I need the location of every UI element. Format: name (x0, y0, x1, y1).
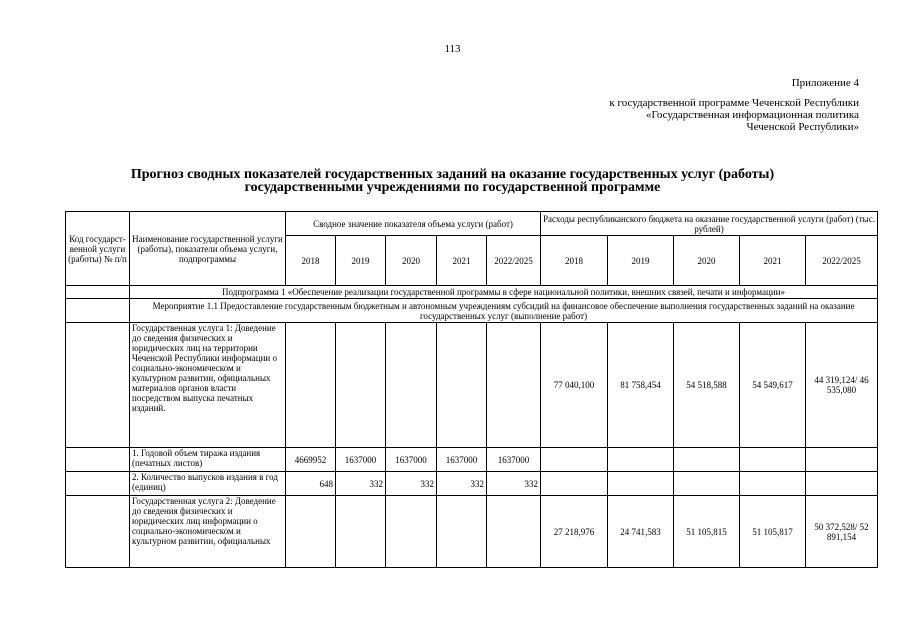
header-expenses-year: 2020 (674, 236, 740, 286)
expense-cell (806, 472, 878, 496)
volume-cell (437, 323, 487, 448)
volume-cell: 332 (487, 472, 541, 496)
header-volume-year: 2022/2025 (487, 236, 541, 286)
expense-cell (806, 448, 878, 472)
expense-cell: 77 040,100 (541, 323, 608, 448)
row-name: Государственная услуга 2: Доведение до сведения физических и юридических лиц информации о социально-экономическом и культурном развитии, официальных (130, 496, 286, 568)
header-volume-year: 2020 (386, 236, 437, 286)
appendix-line-1: к государственной программе Чеченской Республики (609, 97, 859, 109)
row-name: Государственная услуга 1: Доведение до сведения физических и юридических лиц на территории Чеченской Республики информации о социально-экономическом и культурном развитии, официальных материалов органов власти посредством выпуска печатных изданий. (130, 323, 286, 448)
volume-cell: 1637000 (437, 448, 487, 472)
expense-cell (541, 448, 608, 472)
measure-label: Мероприятие 1.1 Предоставление государственным бюджетным и автономным учреждениям субсидий на финансовое обеспечение выполнения государственных заданий на оказание государственных услуг (выполнение работ) (130, 299, 878, 323)
volume-cell (386, 496, 437, 568)
volume-cell: 332 (437, 472, 487, 496)
expense-cell: 54 518,588 (674, 323, 740, 448)
table-row (66, 323, 878, 448)
header-expenses-year: 2022/2025 (806, 236, 878, 286)
page-number: 113 (444, 43, 461, 55)
volume-cell (386, 323, 437, 448)
header-row-1 (66, 212, 878, 236)
volume-cell (487, 496, 541, 568)
expense-cell: 44 319,124/ 46 535,080 (806, 323, 878, 448)
header-expenses-year: 2021 (740, 236, 806, 286)
header-expenses: Расходы республиканского бюджета на оказание государственной услуги (работ) (тыс. рублей) (541, 212, 878, 236)
expense-cell: 81 758,454 (608, 323, 674, 448)
subprogram-label: Подпрограмма 1 «Обеспечение реализации государственной программы в сфере национальной политики, внешних связей, печати и информации» (130, 286, 878, 299)
appendix-subtitle (609, 97, 859, 133)
title-line-1: Прогноз сводных показателей государственных заданий на оказание государственных услуг (работы) (130, 167, 775, 182)
row-code (66, 472, 130, 496)
expense-cell: 50 372,528/ 52 891,154 (806, 496, 878, 568)
expense-cell (740, 472, 806, 496)
volume-cell (487, 323, 541, 448)
volume-cell: 332 (386, 472, 437, 496)
measure-row (66, 299, 878, 323)
subprogram-row (66, 286, 878, 299)
volume-cell: 1637000 (336, 448, 386, 472)
volume-cell: 648 (286, 472, 336, 496)
expense-cell: 27 218,976 (541, 496, 608, 568)
expense-cell: 51 105,817 (740, 496, 806, 568)
row-name: 2. Количество выпусков издания в год (единиц) (130, 472, 286, 496)
row-code (66, 323, 130, 448)
row-code (66, 496, 130, 568)
expense-cell (608, 448, 674, 472)
row-name: 1. Годовой объем тиража издания (печатных листов) (130, 448, 286, 472)
volume-cell (286, 496, 336, 568)
header-volume-year: 2019 (336, 236, 386, 286)
header-volume: Сводное значение показателя объема услуги (работ) (286, 212, 541, 236)
document-title (0, 168, 905, 194)
expense-cell: 54 549,617 (740, 323, 806, 448)
title-line-2: государственными учреждениями по государственной программе (244, 180, 661, 195)
expense-cell (674, 448, 740, 472)
appendix-line-3: Чеченской Республики» (746, 121, 859, 133)
expense-cell (608, 472, 674, 496)
volume-cell (437, 496, 487, 568)
header-volume-year: 2018 (286, 236, 336, 286)
subprogram-code-cell (66, 286, 130, 299)
expense-cell: 24 741,583 (608, 496, 674, 568)
expense-cell: 51 105,815 (674, 496, 740, 568)
volume-cell: 1637000 (386, 448, 437, 472)
expense-cell (740, 448, 806, 472)
header-name: Наименование государственной услуги (работы), показатели объема услуги, подпрограммы (130, 212, 286, 286)
volume-cell (286, 323, 336, 448)
row-code (66, 448, 130, 472)
appendix-line-2: «Государственная информационная политика (646, 109, 859, 121)
volume-cell (336, 323, 386, 448)
measure-code-cell (66, 299, 130, 323)
header-code: Код государст-венной услуги (работы) № п/п (66, 212, 130, 286)
header-volume-year: 2021 (437, 236, 487, 286)
volume-cell: 1637000 (487, 448, 541, 472)
expense-cell (674, 472, 740, 496)
volume-cell: 4669952 (286, 448, 336, 472)
forecast-table (65, 211, 878, 568)
volume-cell (336, 496, 386, 568)
appendix-title: Приложение 4 (791, 77, 859, 89)
table-row (66, 472, 878, 496)
table-row (66, 448, 878, 472)
volume-cell: 332 (336, 472, 386, 496)
table-row (66, 496, 878, 568)
header-expenses-year: 2019 (608, 236, 674, 286)
expense-cell (541, 472, 608, 496)
header-expenses-year: 2018 (541, 236, 608, 286)
